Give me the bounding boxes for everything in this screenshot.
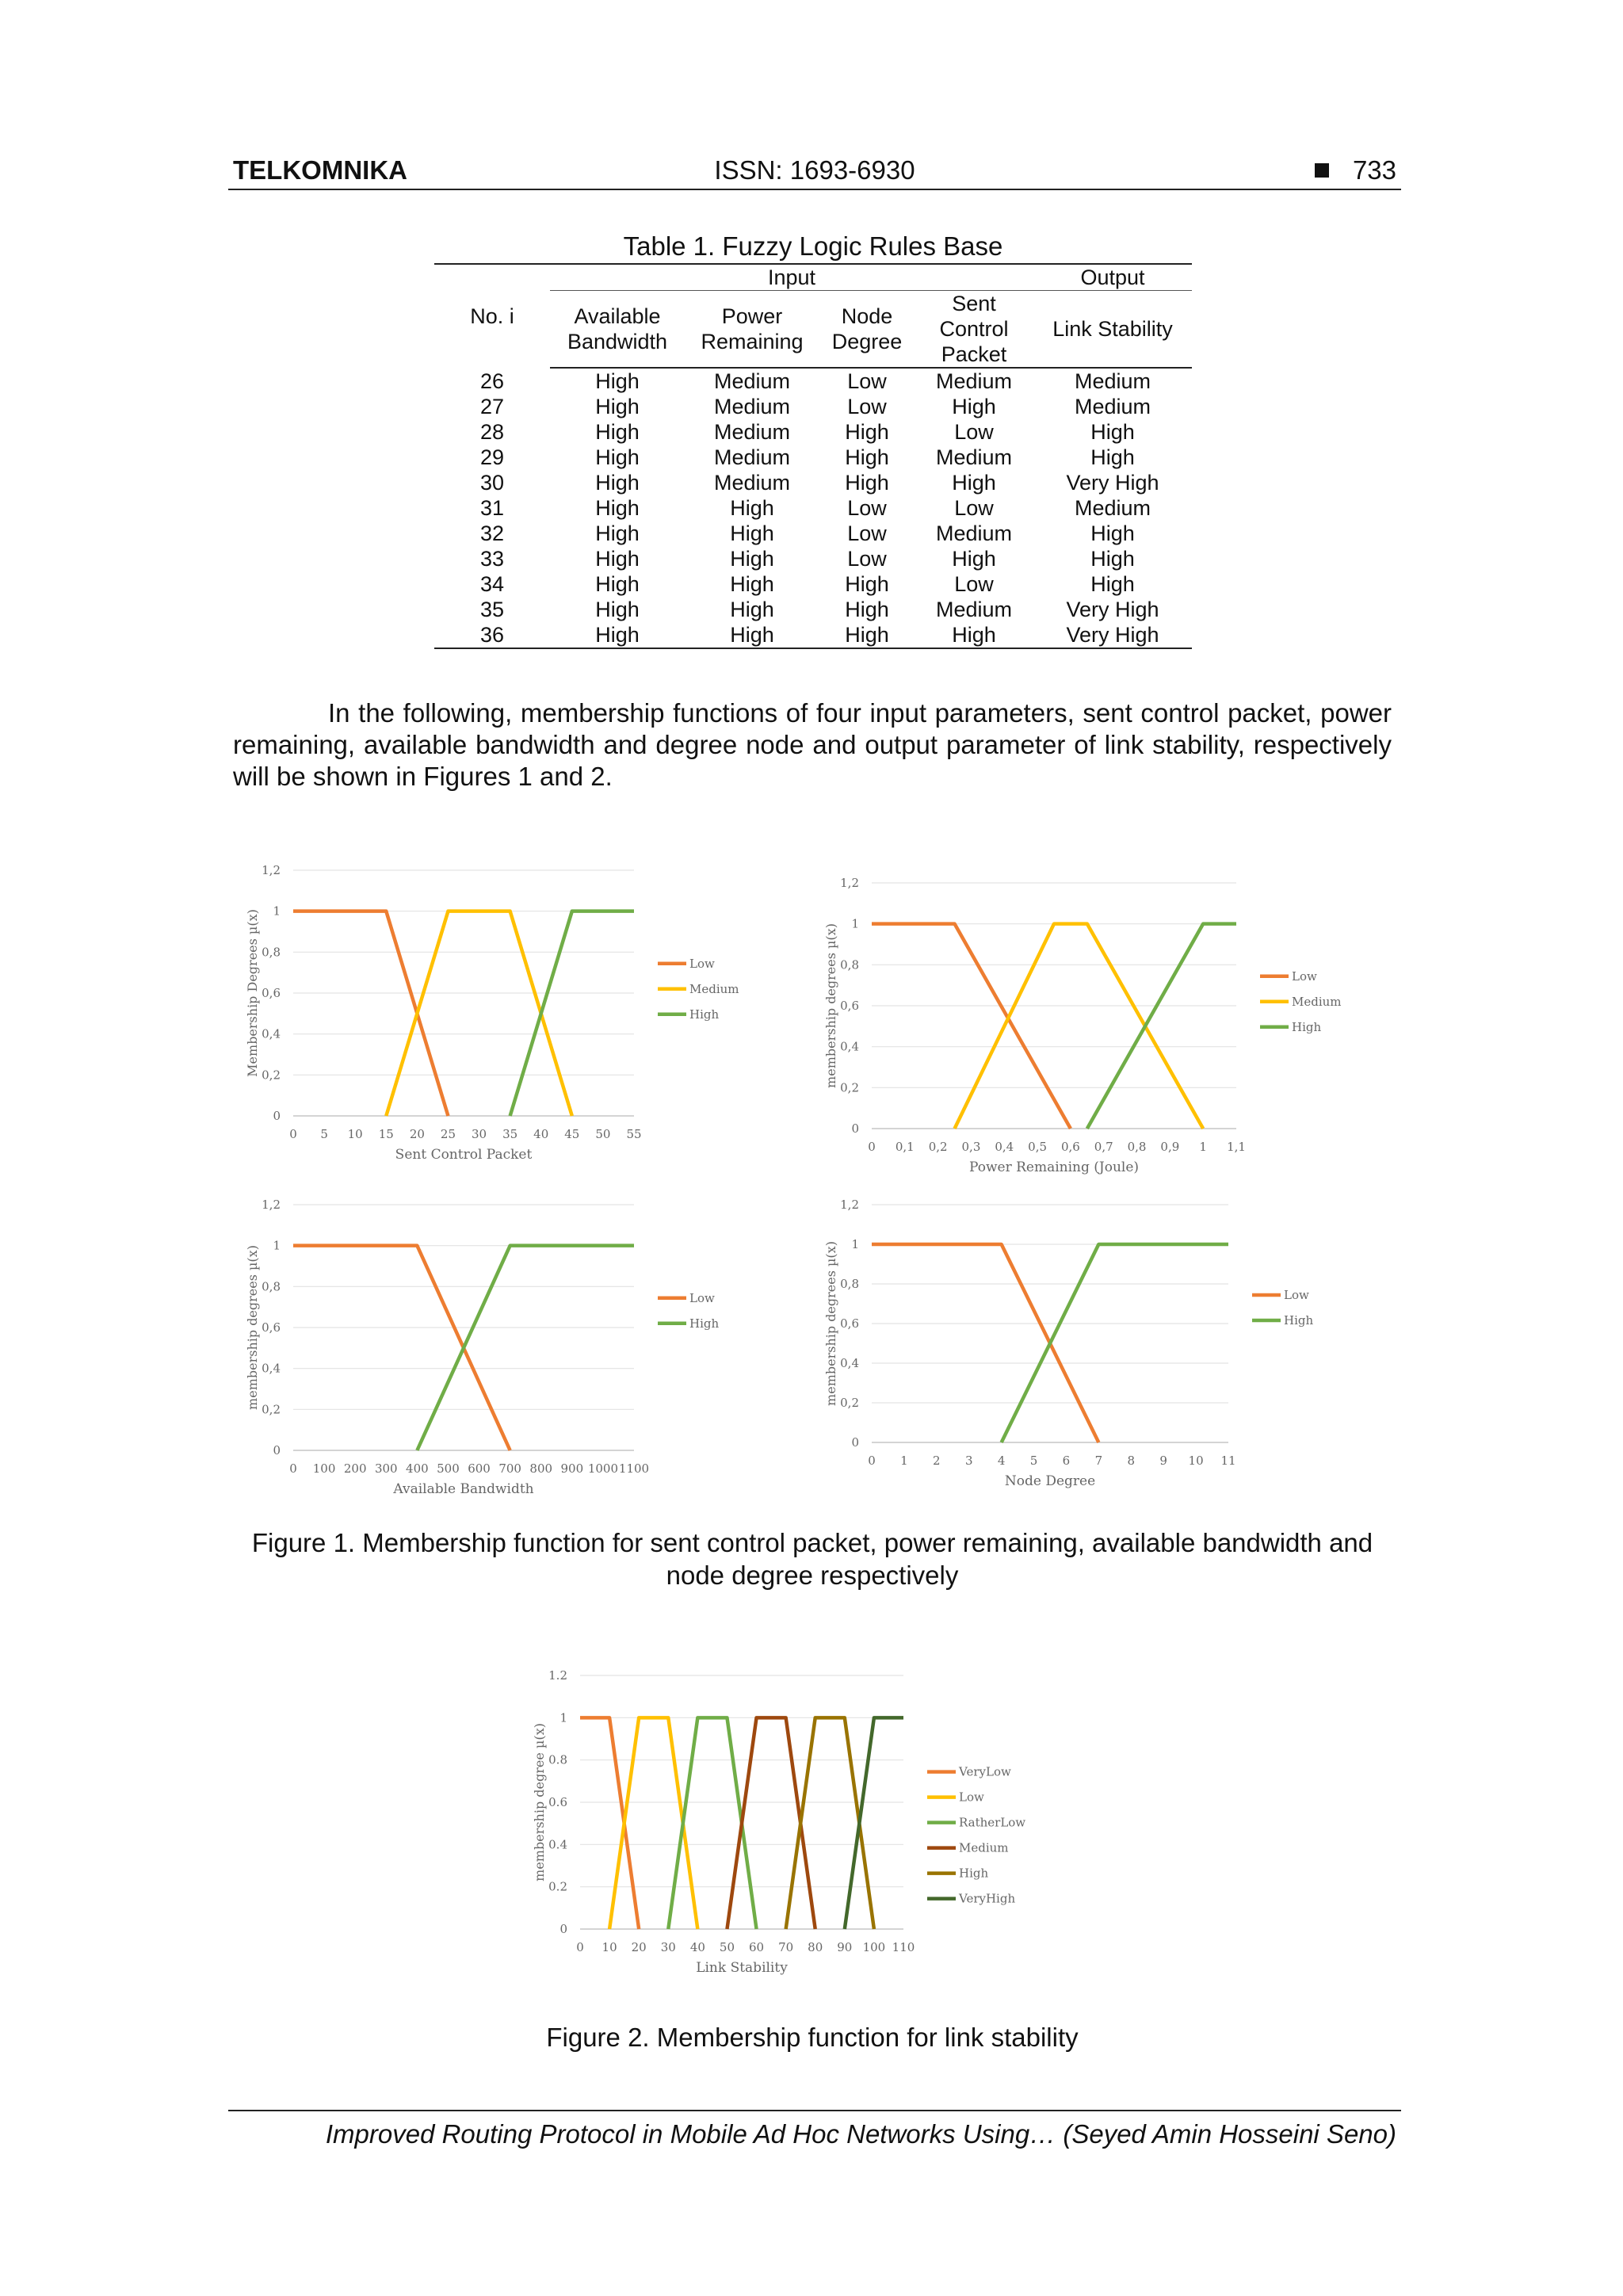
y-tick-label: 1 — [273, 1238, 281, 1253]
x-tick-label: 8 — [1127, 1454, 1136, 1468]
x-tick-label: 5 — [320, 1127, 328, 1141]
table-cell: Medium — [713, 395, 791, 418]
y-axis-label: membership degree µ(x) — [532, 1723, 547, 1881]
x-tick-label: 1 — [1199, 1140, 1207, 1154]
col-header-no: No. i — [434, 264, 550, 368]
table-cell: High — [730, 572, 774, 596]
y-tick-label: 0,6 — [262, 1320, 281, 1335]
table-cell: High — [730, 521, 774, 545]
y-tick-label: 0.2 — [548, 1879, 567, 1894]
table-row — [434, 445, 1192, 470]
x-tick-label: 20 — [409, 1127, 425, 1141]
y-tick-label: 0.4 — [548, 1837, 567, 1852]
table-cell: 32 — [479, 521, 505, 545]
group-header-output: Output — [1033, 264, 1192, 291]
legend-label: High — [1292, 1019, 1322, 1034]
table-row — [434, 597, 1192, 622]
table-row — [434, 419, 1192, 445]
x-tick-label: 0,3 — [961, 1140, 981, 1154]
table-cell: 30 — [479, 471, 505, 495]
x-tick-label: 15 — [378, 1127, 394, 1141]
table-cell: Very High — [1033, 622, 1192, 648]
paragraph-text: In the following, membership functions of four input parameters, sent control packet, power remaining, available bandwidth and degree node and output parameter of link stability, respectively will be shown in Figures 1 and 2. — [233, 698, 1392, 791]
x-tick-label: 60 — [748, 1940, 765, 1954]
table-cell: 26 — [479, 369, 505, 393]
table-cell: Medium — [713, 471, 791, 495]
x-tick-label: 1 — [900, 1454, 908, 1468]
col-header-bandwidth: Available Bandwidth — [550, 291, 685, 369]
table-body — [434, 368, 1192, 648]
y-tick-label: 0,4 — [840, 1039, 859, 1054]
table-cell: High — [845, 471, 889, 495]
table-cell: High — [595, 598, 640, 621]
table-cell: High — [730, 496, 774, 520]
table-cell: Medium — [935, 445, 1013, 469]
issn: ISSN: 1693-6930 — [714, 155, 915, 185]
x-axis-label: Node Degree — [1004, 1473, 1096, 1489]
table-cell: High — [1090, 420, 1135, 444]
table-cell: High — [550, 622, 685, 648]
table-cell: High — [1090, 572, 1135, 596]
table-cell: Low — [847, 521, 887, 545]
series-line-high — [1002, 1244, 1228, 1442]
x-tick-label: 200 — [343, 1461, 367, 1476]
table-cell: Medium — [935, 369, 1013, 393]
legend-label: RatherLow — [959, 1815, 1026, 1830]
chart-svg — [238, 862, 808, 1179]
table-row — [434, 470, 1192, 495]
table-cell: High — [730, 547, 774, 571]
x-tick-label: 0,9 — [1160, 1140, 1180, 1154]
table-cell: Medium — [1074, 496, 1151, 520]
table-cell: 31 — [479, 496, 505, 520]
series-line-low — [293, 911, 448, 1116]
y-tick-label: 1,2 — [840, 1198, 859, 1212]
legend-label: Medium — [959, 1840, 1009, 1855]
table-cell: High — [595, 496, 640, 520]
table-cell: High — [1090, 445, 1135, 469]
table-cell: High — [819, 622, 915, 648]
footer-text: Improved Routing Protocol in Mobile Ad Hoc Networks Using… (Seyed Amin Hosseini Seno) — [325, 2119, 1396, 2149]
rules-table — [434, 263, 1192, 649]
table-cell: High — [595, 420, 640, 444]
y-tick-label: 1 — [851, 916, 859, 931]
y-tick-label: 1 — [559, 1710, 567, 1725]
y-tick-label: 1,2 — [840, 876, 859, 890]
y-tick-label: 0,4 — [262, 1026, 281, 1041]
table-cell: High — [1090, 547, 1135, 571]
y-tick-label: 0,6 — [840, 1316, 859, 1331]
x-tick-label: 400 — [406, 1461, 429, 1476]
table-cell: Medium — [713, 445, 791, 469]
x-tick-label: 10 — [347, 1127, 363, 1141]
col-header-link-stability: Link Stability — [1033, 291, 1192, 369]
x-tick-label: 700 — [498, 1461, 521, 1476]
y-tick-label: 0 — [273, 1109, 281, 1123]
figure1-caption: Figure 1. Membership function for sent control packet, power remaining, available bandwidth and node degree respectively — [251, 1528, 1373, 1590]
page-number: 733 — [1352, 155, 1396, 185]
x-tick-label: 1100 — [618, 1461, 650, 1476]
x-tick-label: 30 — [660, 1940, 676, 1954]
table-cell: Medium — [935, 521, 1013, 545]
y-tick-label: 0,2 — [262, 1402, 281, 1417]
x-tick-label: 0 — [289, 1127, 297, 1141]
series-line-high — [1087, 924, 1236, 1129]
table-cell: High — [845, 445, 889, 469]
legend-label: VeryHigh — [959, 1891, 1016, 1906]
legend-label: High — [689, 1316, 720, 1331]
table-cell: High — [845, 598, 889, 621]
x-axis-label: Link Stability — [696, 1960, 788, 1976]
x-tick-label: 10 — [601, 1940, 617, 1954]
x-tick-label: 20 — [631, 1940, 647, 1954]
x-tick-label: 100 — [312, 1461, 336, 1476]
table-cell: Low — [847, 369, 887, 393]
x-tick-label: 0 — [868, 1454, 876, 1468]
x-tick-label: 3 — [964, 1454, 973, 1468]
y-tick-label: 0,6 — [262, 986, 281, 1000]
table-cell: Medium — [1074, 369, 1151, 393]
series-line-medium — [955, 924, 1204, 1129]
chart-node-degree — [816, 1197, 1387, 1517]
table-row — [434, 546, 1192, 571]
table-cell: Low — [847, 395, 887, 418]
x-tick-label: 40 — [533, 1127, 549, 1141]
legend-label: High — [689, 1007, 720, 1022]
x-tick-label: 40 — [689, 1940, 705, 1954]
y-tick-label: 0,2 — [840, 1080, 859, 1095]
x-axis-label: Available Bandwidth — [393, 1481, 534, 1497]
x-tick-label: 0,2 — [928, 1140, 948, 1154]
y-tick-label: 0,4 — [262, 1361, 281, 1376]
table-row — [434, 622, 1192, 648]
x-tick-label: 50 — [595, 1127, 611, 1141]
table-cell: High — [952, 395, 996, 418]
table-cell: Very High — [1066, 471, 1159, 495]
x-tick-label: 0,4 — [995, 1140, 1014, 1154]
page-footer — [228, 2110, 1401, 2149]
table-cell: 35 — [479, 598, 505, 621]
y-axis-label: membership degrees µ(x) — [245, 1245, 260, 1410]
y-tick-label: 0 — [273, 1443, 281, 1457]
table-cell: Medium — [713, 420, 791, 444]
x-tick-label: 80 — [808, 1940, 823, 1954]
y-tick-label: 0,2 — [840, 1396, 859, 1410]
body-paragraph — [233, 697, 1392, 793]
x-tick-label: 90 — [837, 1940, 853, 1954]
x-tick-label: 35 — [502, 1127, 518, 1141]
x-tick-label: 2 — [933, 1454, 941, 1468]
table-cell: 34 — [479, 572, 505, 596]
y-tick-label: 0,8 — [262, 945, 281, 960]
x-tick-label: 0 — [576, 1940, 584, 1954]
table-cell: Medium — [935, 598, 1013, 621]
y-tick-label: 1,2 — [262, 863, 281, 877]
x-tick-label: 10 — [1188, 1454, 1204, 1468]
x-tick-label: 6 — [1062, 1454, 1071, 1468]
x-tick-label: 1000 — [587, 1461, 619, 1476]
x-axis-label: Power Remaining (Joule) — [968, 1159, 1140, 1175]
table-cell: High — [595, 445, 640, 469]
series-line-high — [510, 911, 634, 1116]
chart-link-stability — [531, 1668, 1117, 2004]
table-cell: High — [595, 395, 640, 418]
legend-label: VeryLow — [959, 1764, 1011, 1779]
x-tick-label: 11 — [1220, 1454, 1236, 1468]
legend-label: Medium — [689, 981, 739, 996]
series-line-low — [872, 1244, 1098, 1442]
table-cell: High — [685, 622, 819, 648]
journal-name: TELKOMNIKA — [233, 155, 407, 185]
x-tick-label: 0,5 — [1028, 1140, 1048, 1154]
table-cell: High — [595, 369, 640, 393]
table-row — [434, 368, 1192, 394]
table-cell: High — [595, 521, 640, 545]
x-tick-label: 30 — [471, 1127, 487, 1141]
table-cell: High — [730, 598, 774, 621]
x-tick-label: 0,8 — [1127, 1140, 1147, 1154]
x-tick-label: 25 — [440, 1127, 456, 1141]
page-number-wrap — [1315, 155, 1396, 185]
series-line-verylow — [580, 1717, 639, 1929]
x-tick-label: 110 — [892, 1940, 915, 1954]
x-tick-label: 9 — [1159, 1454, 1167, 1468]
x-tick-label: 45 — [564, 1127, 580, 1141]
table-cell: 33 — [479, 547, 505, 571]
legend-label: Medium — [1292, 994, 1342, 1009]
x-tick-label: 0 — [289, 1461, 297, 1476]
chart-svg — [238, 1197, 808, 1514]
x-tick-label: 0,1 — [895, 1140, 915, 1154]
y-tick-label: 1,2 — [262, 1198, 281, 1212]
x-tick-label: 500 — [437, 1461, 460, 1476]
series-line-medium — [386, 911, 572, 1116]
x-tick-label: 1,1 — [1227, 1140, 1246, 1154]
group-header-input: Input — [550, 264, 1033, 291]
series-line-veryhigh — [845, 1717, 903, 1929]
y-tick-label: 0,4 — [840, 1356, 859, 1370]
x-tick-label: 100 — [862, 1940, 886, 1954]
table-cell: 28 — [479, 420, 505, 444]
table-cell: High — [845, 572, 889, 596]
table-cell: High — [595, 572, 640, 596]
legend-label: High — [1284, 1313, 1314, 1328]
chart-svg — [824, 875, 1395, 1192]
chart-svg — [816, 1197, 1387, 1514]
chart-power-remaining — [824, 875, 1395, 1195]
table-cell: Low — [847, 547, 887, 571]
legend-label: Low — [1292, 968, 1317, 984]
table-cell: Low — [954, 572, 994, 596]
y-axis-label: Membership Degrees µ(x) — [245, 909, 260, 1077]
chart-available-bandwidth — [238, 1197, 808, 1517]
y-axis-label: membership degrees µ(x) — [823, 1241, 838, 1406]
x-tick-label: 800 — [529, 1461, 553, 1476]
legend-label: Low — [959, 1790, 984, 1805]
table-cell: 29 — [479, 445, 505, 469]
legend-label: High — [959, 1866, 989, 1881]
series-line-low — [293, 1246, 510, 1450]
table-cell: 27 — [479, 395, 505, 418]
y-tick-label: 0,8 — [840, 1277, 859, 1291]
table-cell: High — [1090, 521, 1135, 545]
table-cell: Medium — [1074, 395, 1151, 418]
table-cell: High — [915, 622, 1033, 648]
x-tick-label: 900 — [560, 1461, 584, 1476]
x-tick-label: 4 — [997, 1454, 1006, 1468]
y-axis-label: membership degrees µ(x) — [823, 923, 838, 1088]
x-tick-label: 50 — [719, 1940, 735, 1954]
table-row — [434, 521, 1192, 546]
series-line-high — [417, 1246, 634, 1450]
legend-label: Low — [689, 1290, 715, 1305]
x-tick-label: 5 — [1029, 1454, 1038, 1468]
table-cell: Medium — [713, 369, 791, 393]
chart-sent-control-packet — [238, 862, 808, 1182]
table-cell: 36 — [434, 622, 550, 648]
chart-svg — [531, 1668, 1117, 2000]
y-tick-label: 0 — [559, 1922, 567, 1936]
y-tick-label: 0.8 — [548, 1752, 567, 1767]
table-cell: Low — [954, 496, 994, 520]
x-tick-label: 600 — [468, 1461, 491, 1476]
y-tick-label: 1 — [851, 1237, 859, 1251]
table-cell: High — [845, 420, 889, 444]
y-tick-label: 0,8 — [840, 957, 859, 972]
y-tick-label: 0,6 — [840, 999, 859, 1013]
y-tick-label: 1.2 — [548, 1668, 567, 1683]
table-cell: Low — [954, 420, 994, 444]
legend-label: Low — [689, 956, 715, 971]
y-tick-label: 0 — [851, 1435, 859, 1450]
table-cell: Low — [847, 496, 887, 520]
col-header-sent-control: Sent Control Packet — [915, 291, 1033, 369]
legend-label: Low — [1284, 1288, 1309, 1302]
table-caption: Table 1. Fuzzy Logic Rules Base — [623, 231, 1003, 261]
table-row — [434, 571, 1192, 597]
x-axis-label: Sent Control Packet — [395, 1147, 533, 1163]
col-header-node-degree: Node Degree — [819, 291, 915, 369]
x-tick-label: 0,7 — [1094, 1140, 1113, 1154]
col-header-power: Power Remaining — [685, 291, 819, 369]
y-tick-label: 0,2 — [262, 1068, 281, 1083]
x-tick-label: 55 — [626, 1127, 642, 1141]
x-tick-label: 0 — [868, 1140, 876, 1154]
x-tick-label: 0,6 — [1060, 1140, 1080, 1154]
x-tick-label: 70 — [778, 1940, 794, 1954]
table-cell: High — [952, 547, 996, 571]
table-cell: Very High — [1066, 598, 1159, 621]
page-header — [228, 155, 1401, 190]
y-tick-label: 0.6 — [548, 1795, 567, 1809]
y-tick-label: 1 — [273, 904, 281, 919]
y-tick-label: 0 — [851, 1121, 859, 1136]
figure2-caption: Figure 2. Membership function for link stability — [546, 2023, 1079, 2052]
table-cell: High — [952, 471, 996, 495]
square-bullet-icon — [1315, 163, 1329, 178]
table-cell: High — [595, 547, 640, 571]
table-row — [434, 394, 1192, 419]
x-tick-label: 7 — [1094, 1454, 1103, 1468]
table-cell: High — [595, 471, 640, 495]
y-tick-label: 0,8 — [262, 1279, 281, 1294]
x-tick-label: 300 — [374, 1461, 398, 1476]
table-row — [434, 495, 1192, 521]
